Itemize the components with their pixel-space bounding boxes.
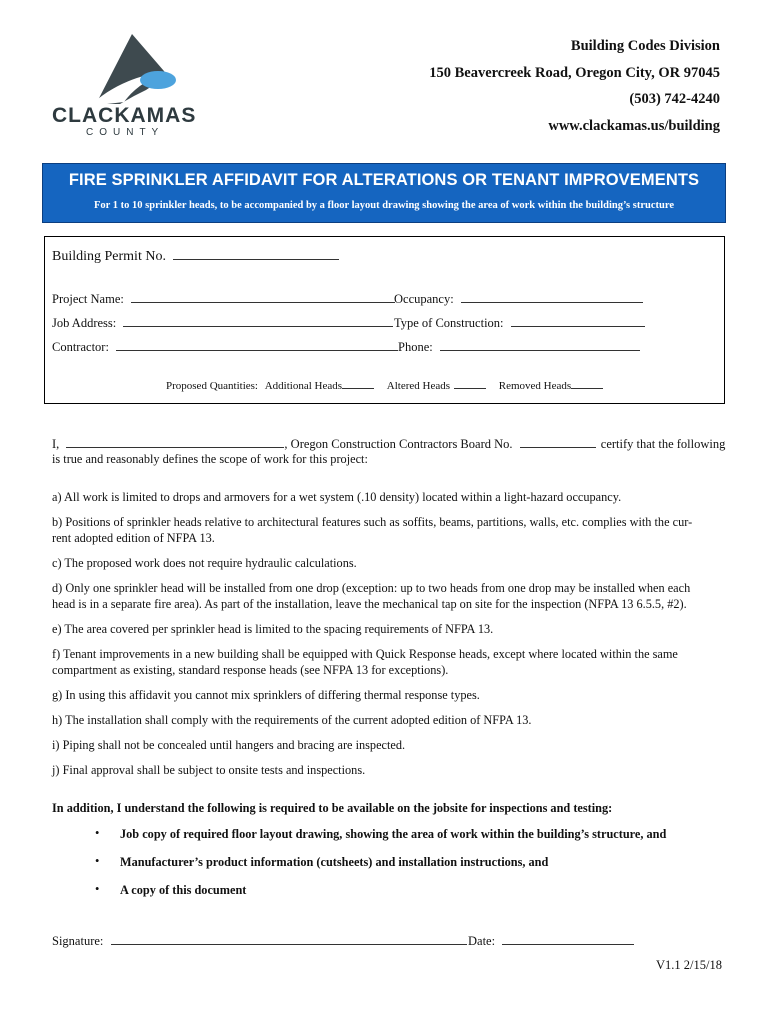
website[interactable]: www.clackamas.us/building — [548, 118, 720, 134]
condition-f: f) Tenant improvements in a new building shall be equipped with Quick Response heads, except where located within the same — [52, 647, 678, 661]
type-construction-row — [394, 314, 645, 331]
condition-b-cont: rent adopted edition of NFPA 13. — [52, 531, 215, 545]
type-construction-label: Type of Construction: — [394, 316, 504, 330]
building-permit-row — [52, 247, 339, 265]
additional-heads-label: Additional Heads — [264, 380, 343, 392]
contractor-label: Contractor: — [52, 340, 109, 354]
phone-row — [398, 338, 640, 355]
date-label: Date: — [468, 934, 496, 948]
bullet-icon: • — [95, 882, 100, 896]
condition-h: h) The installation shall comply with the requirements of the current adopted edition of NFPA 13. — [52, 713, 532, 727]
proposed-quantities-label: Proposed Quantities: — [166, 380, 258, 392]
condition-j: j) Final approval shall be subject to onsite tests and inspections. — [52, 763, 366, 777]
phone-field[interactable] — [440, 338, 640, 351]
removed-heads-field[interactable] — [571, 376, 603, 389]
phone-number: (503) 742-4240 — [629, 91, 720, 107]
bullet-icon: • — [95, 854, 100, 868]
project-name-label: Project Name: — [52, 292, 124, 306]
altered-heads-field[interactable] — [454, 376, 486, 389]
job-address-field[interactable] — [123, 314, 393, 327]
job-address-row — [52, 314, 393, 331]
type-construction-field[interactable] — [511, 314, 645, 327]
condition-d-cont: head is in a separate fire area). As part of the installation, leave the mechanical tap on site for the inspection (NFPA 13 6.5.5, #2). — [52, 597, 687, 611]
condition-f-cont: compartment as existing, standard response heads (see NFPA 13 for exceptions). — [52, 663, 449, 677]
certify-label: certify that the following — [600, 437, 726, 451]
division-name: Building Codes Division — [570, 38, 720, 54]
date-row — [468, 932, 634, 949]
signature-field[interactable] — [111, 932, 467, 945]
condition-i: i) Piping shall not be concealed until hangers and bracing are inspected. — [52, 738, 406, 752]
signature-label: Signature: — [52, 934, 104, 948]
occupancy-field[interactable] — [461, 290, 643, 303]
certification-line-2: is true and reasonably defines the scope of work for this project: — [52, 452, 368, 466]
jobsite-item: Job copy of required floor layout drawing, showing the area of work within the building’s structure, and — [120, 827, 667, 841]
project-name-field[interactable] — [131, 290, 395, 303]
condition-c: c) The proposed work does not require hydraulic calculations. — [52, 556, 357, 570]
building-permit-field[interactable] — [173, 247, 339, 260]
phone-label: Phone: — [398, 340, 433, 354]
logo-subtext: COUNTY — [86, 127, 165, 138]
condition-a: a) All work is limited to drops and armovers for a wet system (.10 density) located within a light-hazard occupancy. — [52, 490, 622, 504]
condition-g: g) In using this affidavit you cannot mix sprinklers of differing thermal response types. — [52, 688, 480, 702]
ccb-label: , Oregon Construction Contractors Board No. — [284, 437, 513, 451]
ccb-number-field[interactable] — [520, 435, 596, 448]
jobsite-item: Manufacturer’s product information (cutsheets) and installation instructions, and — [120, 855, 549, 869]
project-name-row — [52, 290, 395, 307]
additional-heads-field[interactable] — [342, 376, 374, 389]
signature-row — [52, 932, 467, 949]
condition-b: b) Positions of sprinkler heads relative to architectural features such as soffits, beams, partitions, walls, etc. complies with the cur- — [52, 515, 693, 529]
jobsite-item: A copy of this document — [120, 883, 247, 897]
title-banner — [42, 163, 726, 223]
certification-line — [52, 435, 725, 452]
jobsite-intro: In addition, I understand the following is required to be available on the jobsite for inspections and testing: — [52, 801, 613, 815]
version-label: V1.1 2/15/18 — [656, 958, 722, 972]
form-title: FIRE SPRINKLER AFFIDAVIT FOR ALTERATIONS OR TENANT IMPROVEMENTS — [68, 171, 700, 189]
condition-d: d) Only one sprinkler head will be installed from one drop (exception: up to two heads from one drop may be installed when each — [52, 581, 691, 595]
form-subtitle: For 1 to 10 sprinkler heads, to be accompanied by a floor layout drawing showing the area of work within the building’s structure — [94, 200, 674, 211]
condition-e: e) The area covered per sprinkler head is limited to the spacing requirements of NFPA 13. — [52, 622, 494, 636]
occupancy-row — [394, 290, 643, 307]
occupancy-label: Occupancy: — [394, 292, 454, 306]
address: 150 Beavercreek Road, Oregon City, OR 97045 — [429, 65, 720, 81]
building-permit-label: Building Permit No. — [52, 249, 166, 264]
job-address-label: Job Address: — [52, 316, 117, 330]
contractor-row — [52, 338, 398, 355]
date-field[interactable] — [502, 932, 634, 945]
logo-text: CLACKAMAS — [52, 104, 197, 127]
contractor-field[interactable] — [116, 338, 398, 351]
cert-i-label: I, — [52, 437, 60, 451]
proposed-quantities-row — [166, 376, 603, 392]
altered-heads-label: Altered Heads — [386, 380, 450, 392]
clackamas-county-logo — [50, 32, 210, 142]
certifier-name-field[interactable] — [66, 435, 284, 448]
bullet-icon: • — [95, 826, 100, 840]
removed-heads-label: Removed Heads — [498, 380, 572, 392]
